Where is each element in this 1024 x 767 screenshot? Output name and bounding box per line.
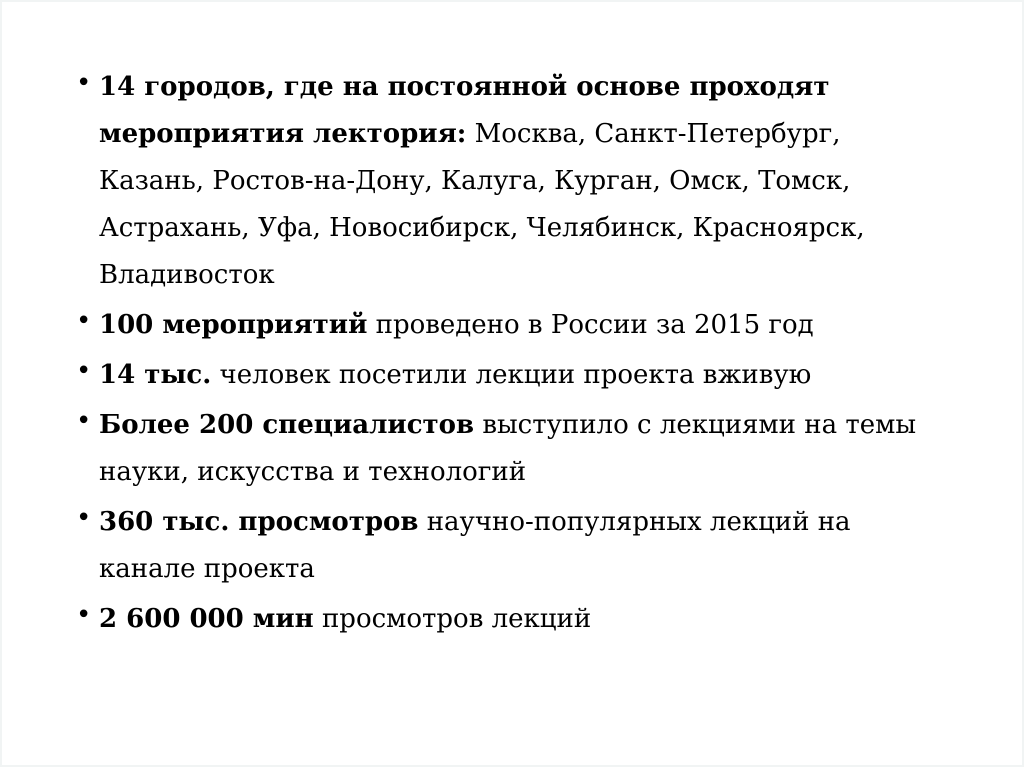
list-item [78,302,920,349]
bullet-icon: • [76,68,92,98]
bullet-regular-text: научно-популярных лекций на канале проекта [99,507,851,584]
bullet-text [99,72,865,290]
list-item [78,352,920,399]
list-item [78,596,920,643]
bullet-regular-text: человек посетили лекции проекта вживую [211,360,812,390]
bullet-bold-text: Более 200 специалистов [99,410,475,440]
bullet-regular-text: выступило с лекциями на темы науки, искусства и технологий [99,410,917,487]
bullet-regular-text: Москва, Санкт-Петербург, Казань, Ростов-на-Дону, Калуга, Курган, Омск, Томск, Астрахань, Уфа, Новосибирск, Челябинск, Красноярск, Владивосток [99,119,865,290]
bullet-bold-text: 100 мероприятий [99,310,368,340]
bullet-icon: • [76,503,92,533]
list-item [78,499,920,593]
bullet-text [99,604,591,634]
bullet-text [99,410,916,487]
bullet-icon: • [76,306,92,336]
bullet-icon: • [76,356,92,386]
bullet-icon: • [76,406,92,436]
bullet-text [99,310,814,340]
bullet-text [99,360,811,390]
bullet-regular-text: проведено в России за 2015 год [367,310,814,340]
bullet-regular-text: просмотров лекций [313,604,592,634]
bullet-bold-text: 14 городов, где на постоянной основе проходят мероприятия лектория: [99,72,830,149]
list-item [78,402,920,496]
bullet-bold-text: 14 тыс. [99,360,212,390]
bullet-bold-text: 360 тыс. просмотров [99,507,419,537]
list-item [78,64,920,299]
bullet-list [2,2,980,643]
bullet-bold-text: 2 600 000 мин [99,604,314,634]
bullet-icon: • [76,600,92,630]
bullet-text [99,507,851,584]
